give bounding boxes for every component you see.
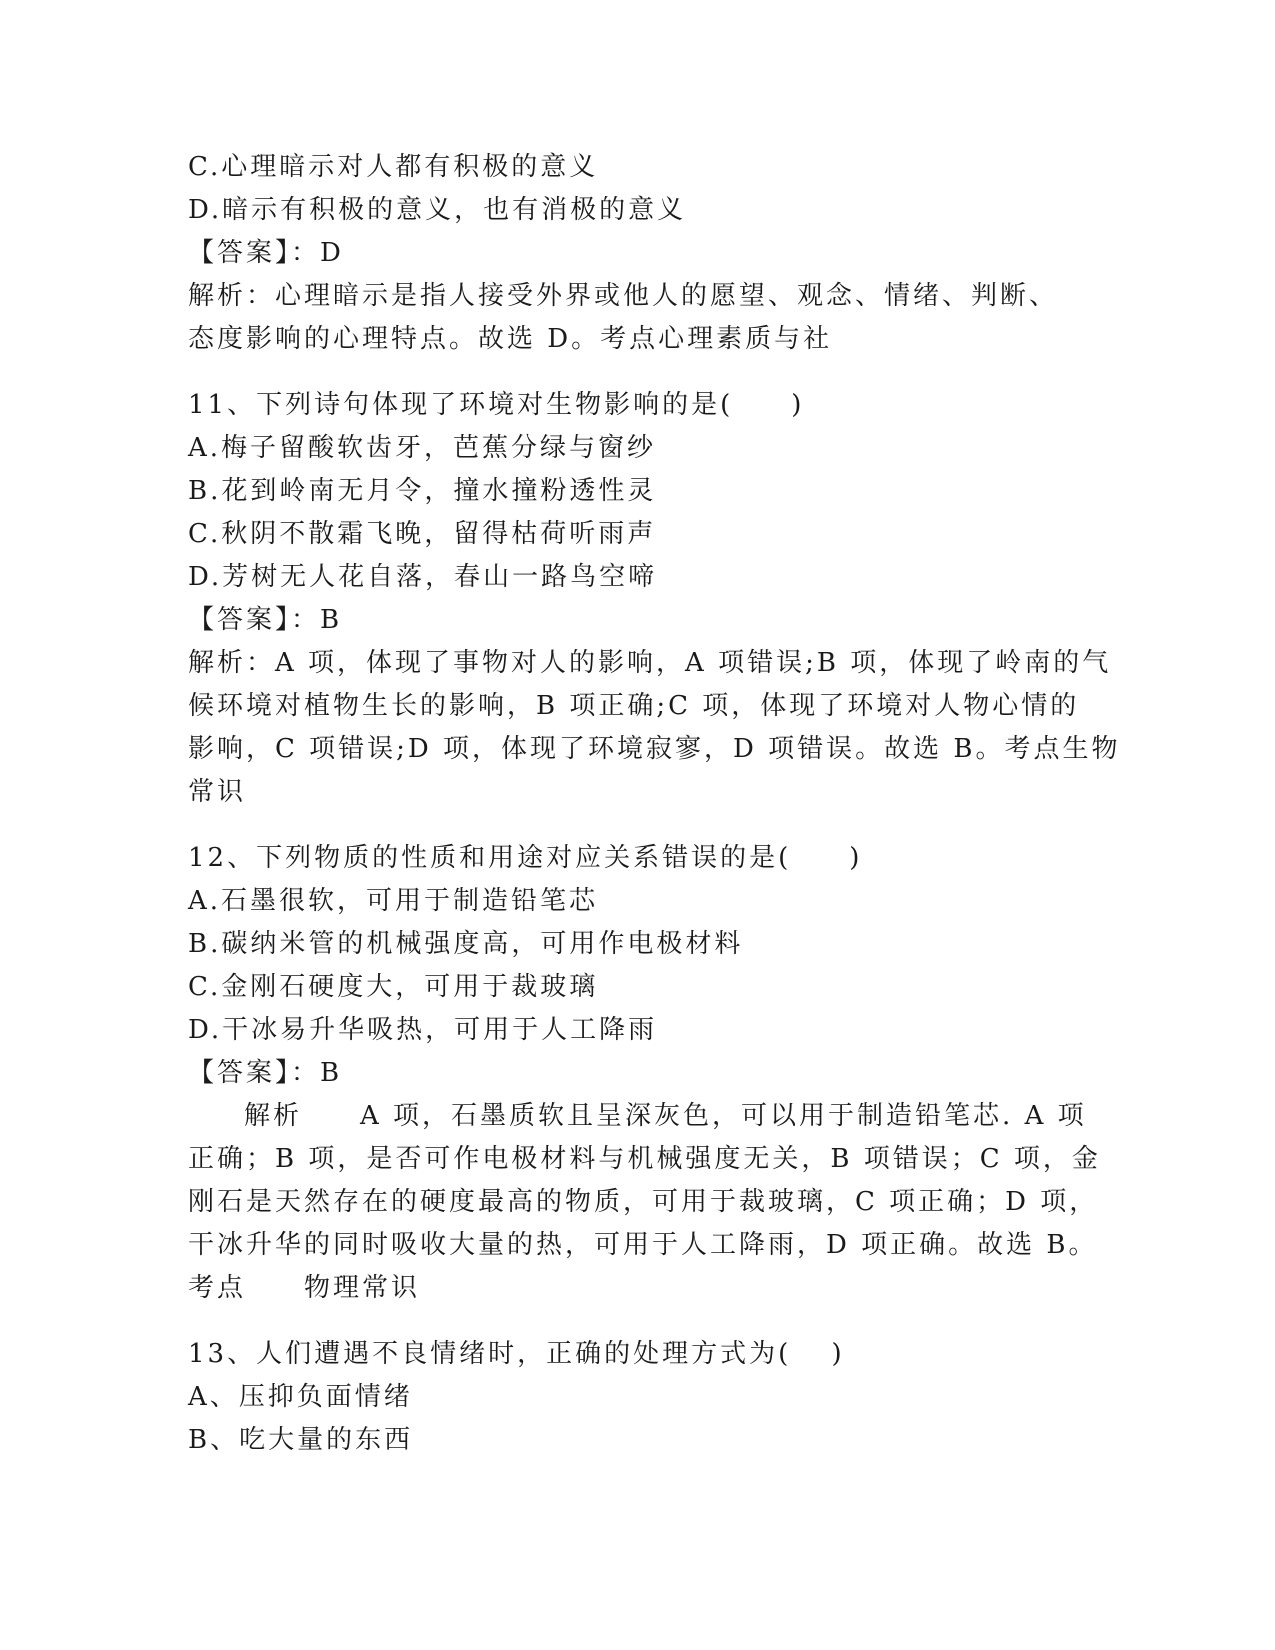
- q11-option-b: B.花到岭南无月令，撞水撞粉透性灵: [188, 476, 657, 506]
- q13-option-b: B、吃大量的东西: [188, 1425, 414, 1455]
- paragraph-gap: [188, 361, 1088, 384]
- q12-option-c: C.金刚石硬度大，可用于裁玻璃: [188, 972, 599, 1002]
- q12-analysis-line: 考点 物理常识: [188, 1273, 421, 1303]
- q12-option-a: A.石墨很软，可用于制造铅笔芯: [188, 886, 599, 916]
- q10-analysis-line: 解析：心理暗示是指人接受外界或他人的愿望、观念、情绪、判断、: [188, 281, 1059, 311]
- q11-question: 11、下列诗句体现了环境对生物影响的是( ): [188, 390, 805, 420]
- q12-option-d: D.干冰易升华吸热，可用于人工降雨: [188, 1015, 658, 1045]
- q12-analysis-line: 刚石是天然存在的硬度最高的物质，可用于裁玻璃，C 项正确；D 项，: [188, 1187, 1099, 1217]
- q12-analysis-line: 干冰升华的同时吸收大量的热，可用于人工降雨，D 项正确。故选 B。: [188, 1230, 1098, 1260]
- q11-option-c: C.秋阴不散霜飞晚，留得枯荷听雨声: [188, 519, 657, 549]
- paragraph-gap: [188, 814, 1088, 837]
- q12-answer: 【答案】：B: [188, 1058, 343, 1088]
- q11-option-a: A.梅子留酸软齿牙，芭蕉分绿与窗纱: [188, 433, 657, 463]
- q11-analysis-line: 影响，C 项错误;D 项，体现了环境寂寥，D 项错误。故选 B。考点生物: [188, 734, 1121, 764]
- q11-option-d: D.芳树无人花自落，春山一路鸟空啼: [188, 562, 658, 592]
- q10-option-c: C.心理暗示对人都有积极的意义: [188, 152, 599, 182]
- q10-option-d: D.暗示有积极的意义，也有消极的意义: [188, 195, 687, 225]
- q11-analysis-line: 候环境对植物生长的影响，B 项正确;C 项，体现了环境对人物心情的: [188, 691, 1080, 721]
- q12-question: 12、下列物质的性质和用途对应关系错误的是( ): [188, 843, 863, 873]
- q11-analysis-line: 常识: [188, 777, 247, 807]
- q11-answer: 【答案】：B: [188, 605, 343, 635]
- q12-analysis-line: 正确；B 项，是否可作电极材料与机械强度无关，B 项错误；C 项，金: [188, 1144, 1101, 1174]
- paragraph-gap: [188, 1310, 1088, 1333]
- q13-question: 13、人们遭遇不良情绪时，正确的处理方式为( ): [188, 1339, 845, 1369]
- q12-analysis-line: 解析 A 项，石墨质软且呈深灰色，可以用于制造铅笔芯. A 项: [244, 1101, 1087, 1131]
- q13-option-a: A、压抑负面情绪: [188, 1382, 413, 1412]
- q11-analysis-line: 解析：A 项，体现了事物对人的影响，A 项错误;B 项，体现了岭南的气: [188, 648, 1112, 678]
- q12-option-b: B.碳纳米管的机械强度高，可用作电极材料: [188, 929, 744, 959]
- q10-answer: 【答案】：D: [188, 238, 344, 268]
- document-body: [188, 146, 1121, 1462]
- q10-analysis-line: 态度影响的心理特点。故选 D。考点心理素质与社: [188, 324, 833, 354]
